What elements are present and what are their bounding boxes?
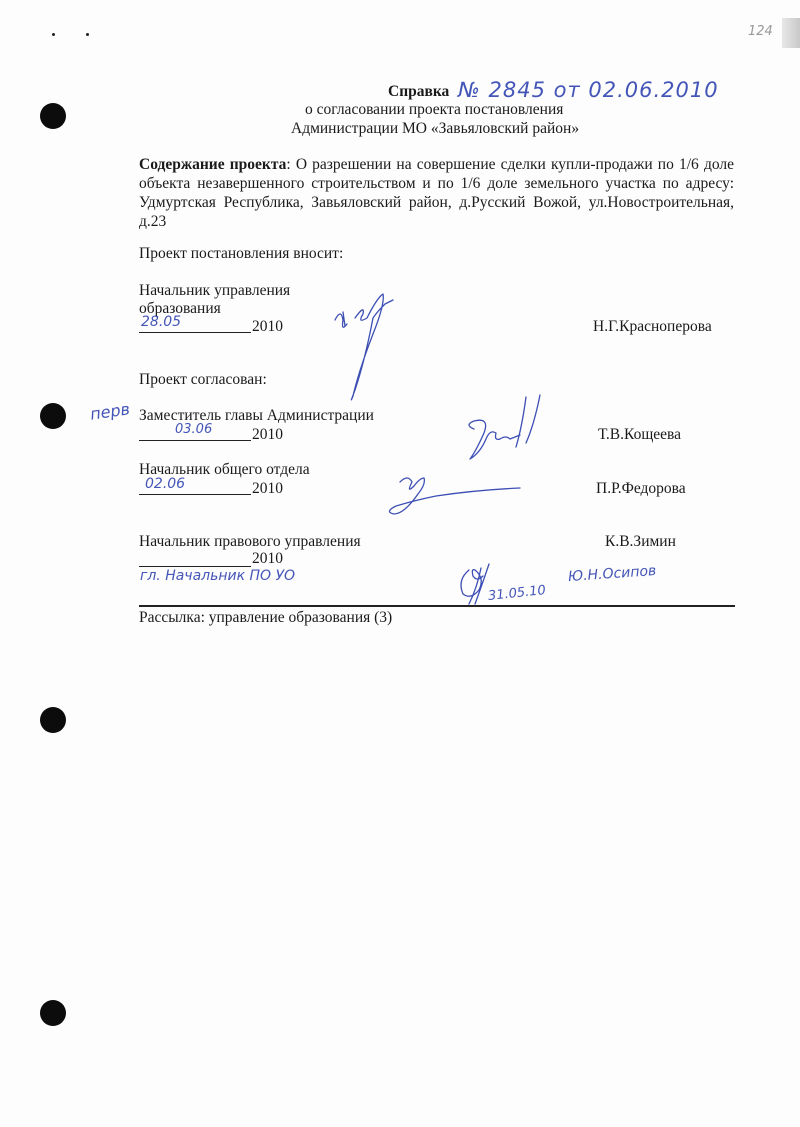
submitter-name: Н.Г.Красноперова [593,318,712,335]
approver-name: П.Р.Федорова [596,480,686,497]
approver-name: К.В.Зимин [605,533,676,550]
approved-heading: Проект согласован: [139,371,267,388]
approver-date-handwritten: 02.06 [145,476,186,492]
legal-note-date: 31.05.10 [487,583,547,604]
submitter-year: 2010 [252,318,283,335]
submitted-by-heading: Проект постановления вносит: [139,245,344,262]
approver-position: Заместитель главы Администрации [139,407,374,424]
project-content [139,155,734,231]
date-blank-line [139,566,251,567]
document-title: Справка [388,83,450,100]
date-blank-line [139,332,251,333]
scan-edge-shadow [782,18,800,48]
signature-koshcheeva [460,395,560,475]
submitter-position-line2: образования [139,300,221,317]
punch-hole [40,707,66,733]
distribution-list: Рассылка: управление образования (3) [139,609,393,626]
project-content-text: : О разрешении на совершение сделки купли-продажи по 1/6 доле объекта незавершенного строительством и по 1/6 доле земельного участка по адресу: Удмуртская Республика, Завьяловский район, д.Русский Вожой, ул.Новостроительная, д.23 [139,156,734,230]
margin-note-handwritten: перв [88,399,132,424]
project-content-label: Содержание проекта [139,156,287,173]
submitter-position-line1: Начальник управления [139,282,291,299]
handwritten-registration-number: № 2845 от 02.06.2010 [458,78,719,102]
legal-note-handwritten: гл. Начальник ПО УО [140,568,296,584]
document-subtitle-line1: о согласовании проекта постановления [305,101,564,118]
approver-name: Т.В.Кощеева [598,426,682,443]
approver-year: 2010 [252,550,283,567]
approver-position: Начальник общего отдела [139,461,310,478]
signature-krasnoperova [325,290,415,400]
approver-date-handwritten: 03.06 [175,422,213,437]
submitter-date-handwritten: 28.05 [141,314,182,330]
approver-year: 2010 [252,426,283,443]
scan-speck [52,33,55,36]
date-blank-line [139,494,251,495]
separator-line [139,605,735,607]
punch-hole [40,403,66,429]
scan-speck [86,33,89,36]
legal-note-name: Ю.Н.Осипов [567,562,657,586]
document-subtitle-line2: Администрации МО «Завьяловский район» [291,120,580,137]
approver-year: 2010 [252,480,283,497]
page-number-handwritten: 124 [748,24,773,39]
signature-fedorova [380,468,530,518]
approver-position: Начальник правового управления [139,533,361,550]
date-blank-line [139,440,251,441]
punch-hole [40,1000,66,1026]
punch-hole [40,103,66,129]
